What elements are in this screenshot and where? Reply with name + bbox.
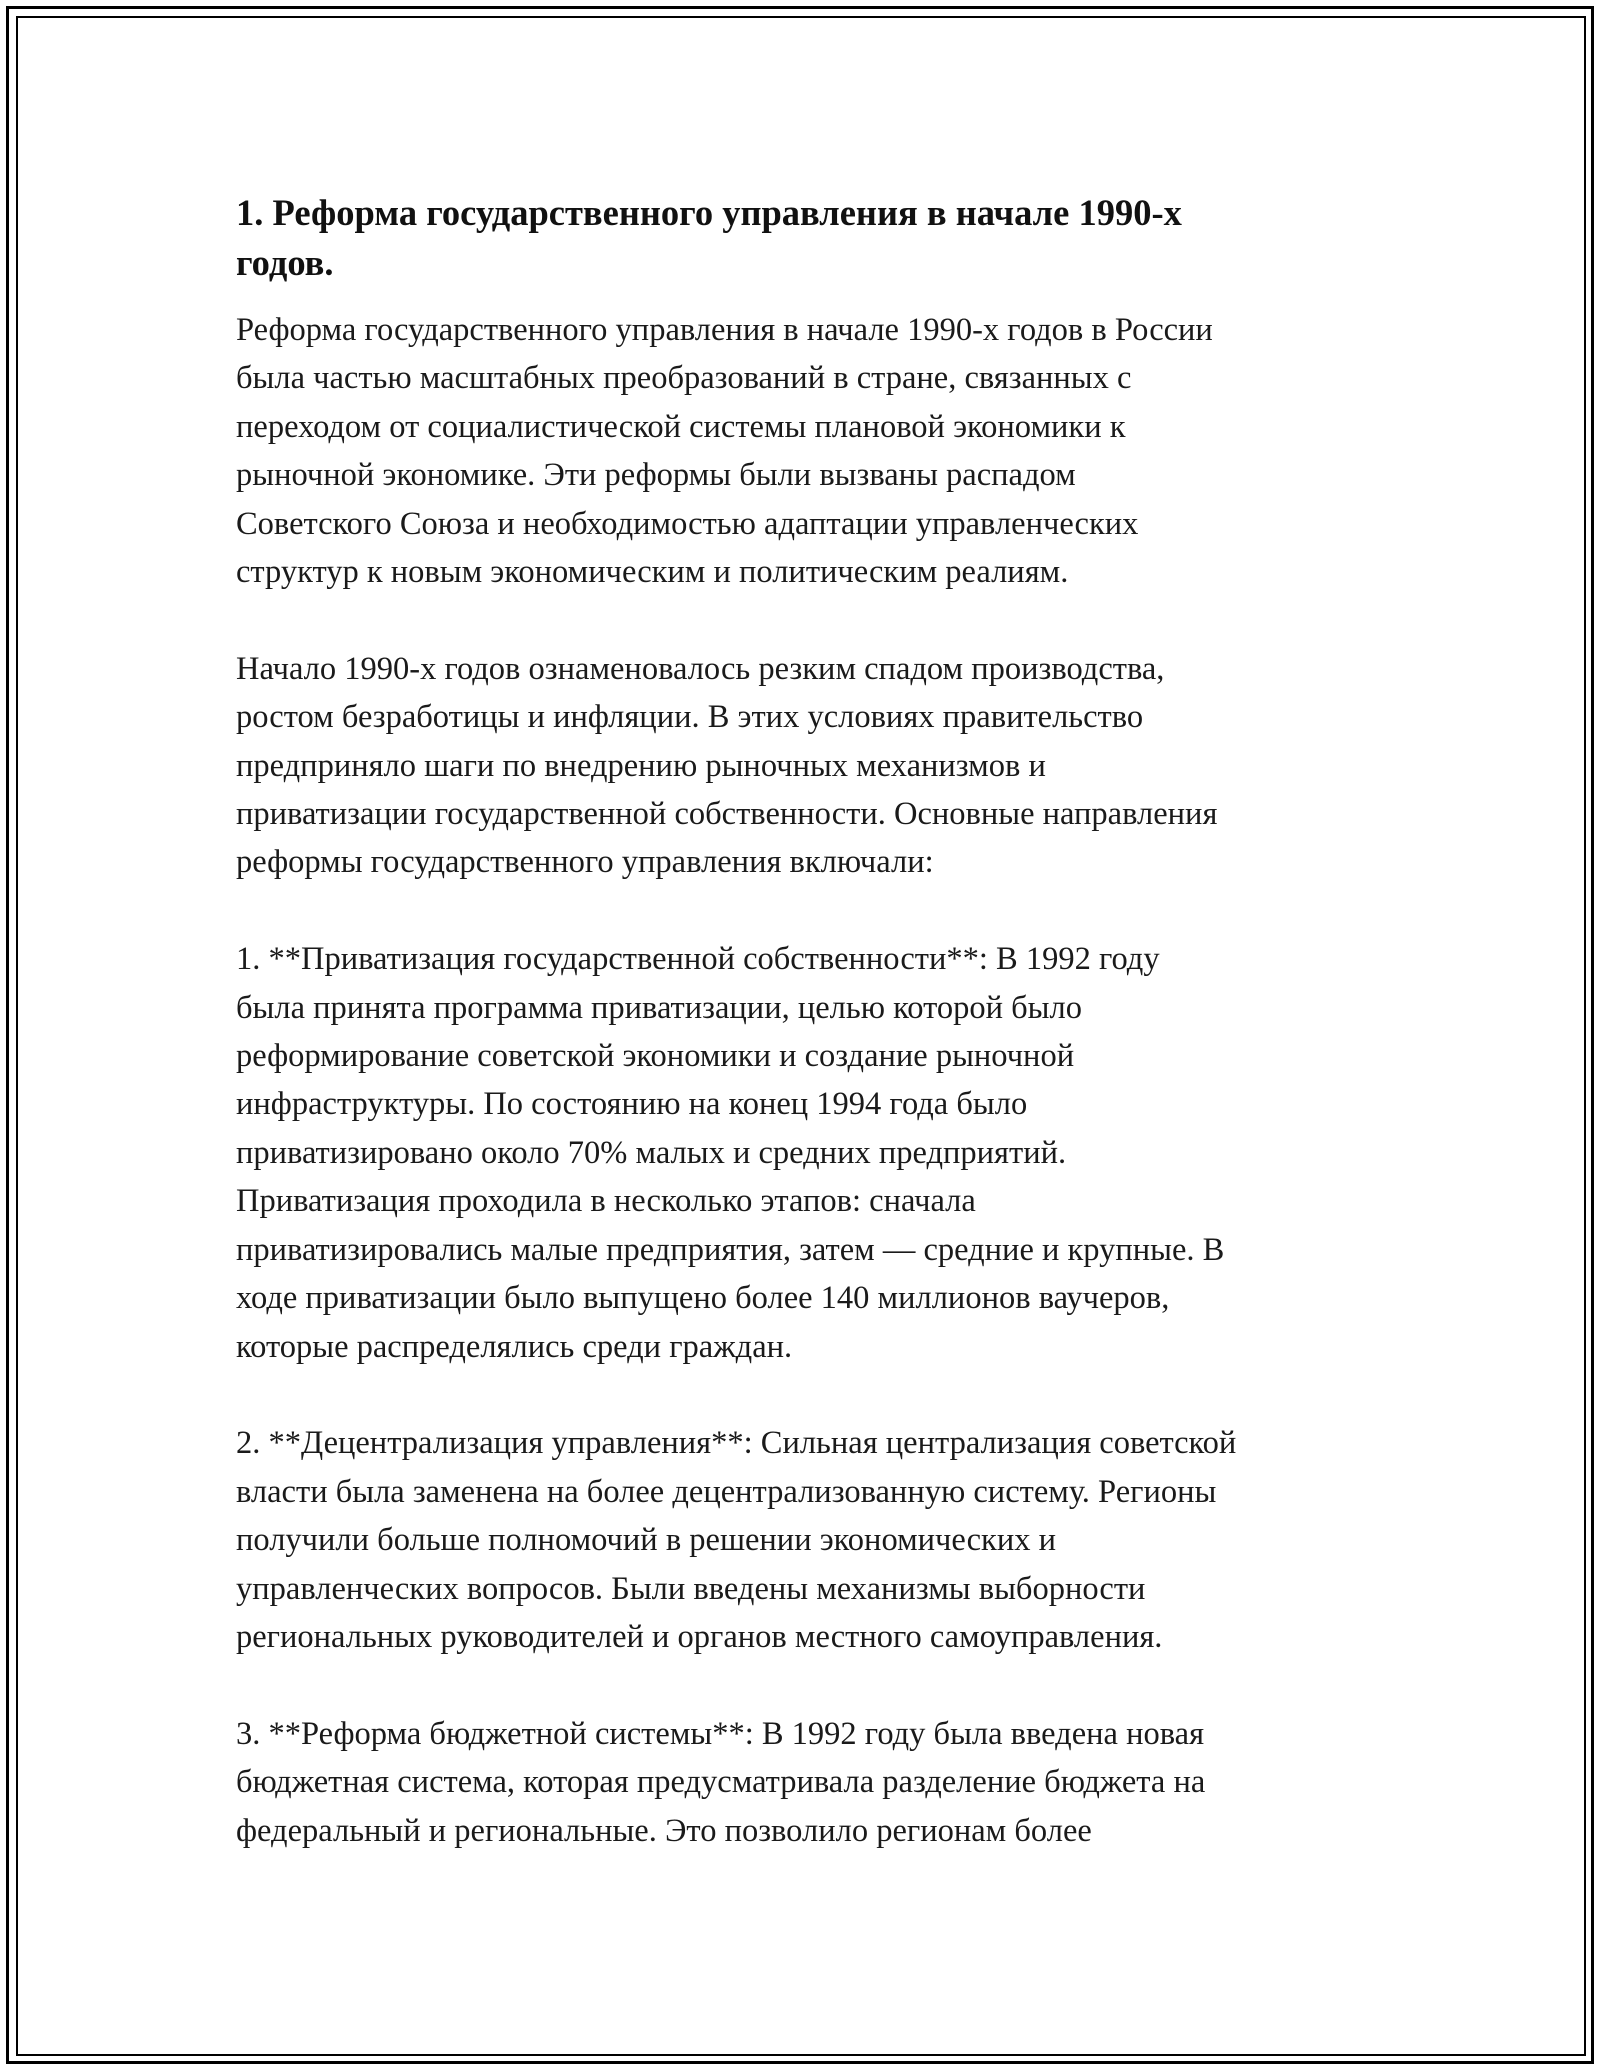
document-body [236,188,1376,1903]
text-line: Приватизация проходила в несколько этапов: сначала [236,1183,976,1220]
list-item-budget-reform [236,1710,1376,1855]
text-line: получили больше полномочий в решении экономических и [236,1522,1056,1559]
text-line: ходе приватизации было выпущено более 140 миллионов ваучеров, [236,1280,1170,1317]
text-line: 3. **Реформа бюджетной системы**: В 1992 году была введена новая [236,1715,1205,1752]
text-line: Реформа государственного управления в начале 1990-х годов в России [236,312,1213,348]
text-line: Советского Союза и необходимостью адаптации управленческих [236,505,1139,542]
list-item-decentralization [236,1419,1376,1661]
text-line: была принята программа приватизации, целью которой было [236,989,1082,1026]
text-line: федеральный и региональные. Это позволило регионам более [236,1812,1092,1849]
text-line: управленческих вопросов. Были введены механизмы выборности [236,1570,1146,1607]
text-line: власти была заменена на более децентрализованную систему. Регионы [236,1473,1217,1510]
text-line: приватизировано около 70% малых и средних предприятий. [236,1134,1067,1171]
heading-line: годов. [236,242,334,283]
text-line: которые распределялись среди граждан. [236,1328,793,1365]
text-line: инфраструктуры. По состоянию на конец 1994 года было [236,1086,1028,1123]
text-line: приватизировались малые предприятия, затем — средние и крупные. В [236,1231,1225,1268]
heading-line: 1. Реформа государственного управления в начале 1990-х [236,192,1182,233]
text-line: рыночной экономике. Эти реформы были вызваны распадом [236,457,1076,494]
list-item-privatization [236,935,1376,1371]
text-line: структур к новым экономическим и политическим реалиям. [236,554,1069,591]
paragraph-context [236,645,1376,887]
section-heading [236,188,1376,288]
text-line: региональных руководителей и органов местного самоуправления. [236,1618,1163,1655]
text-line: Начало 1990-х годов ознаменовалось резким спадом производства, [236,650,1165,687]
text-line: бюджетная система, которая предусматривала разделение бюджета на [236,1764,1206,1801]
text-line: реформирование советской экономики и создание рыночной [236,1038,1075,1075]
text-line: была частью масштабных преобразований в стране, связанных с [236,360,1132,397]
text-line: переходом от социалистической системы плановой экономики к [236,408,1126,445]
text-line: предприняло шаги по внедрению рыночных механизмов и [236,747,1046,784]
text-line: 1. **Приватизация государственной собственности**: В 1992 году [236,941,1160,978]
text-line: приватизации государственной собственности. Основные направления [236,796,1218,833]
text-line: ростом безработицы и инфляции. В этих условиях правительство [236,699,1144,736]
text-line: 2. **Децентрализация управления**: Сильная централизация советской [236,1425,1237,1462]
text-line: реформы государственного управления включали: [236,844,934,881]
paragraph-intro [236,306,1376,596]
